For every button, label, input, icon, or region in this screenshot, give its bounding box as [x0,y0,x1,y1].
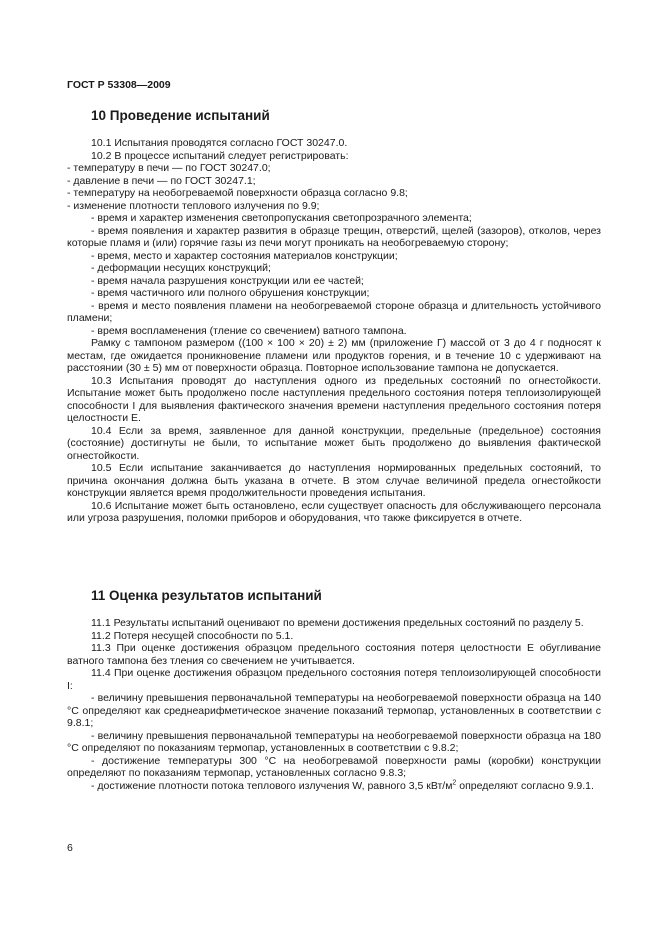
paragraph-text: - достижение плотности потока теплового излучения W, равного 3,5 кВт/м [91,779,453,792]
list-item: - величину превышения первоначальной температуры на необогреваемой поверхности образца на 180 °С определяют по показаниям термопар, установленных в соответствии с 9.8.2; [67,729,601,754]
page-number: 6 [67,842,73,854]
list-item: - достижение температуры 300 °С на необогревамой поверхности рамы (коробки) конструкции определяют по показаниям термопар, установленных согласно 9.8.3; [67,754,601,779]
paragraph: 10.3 Испытания проводят до наступления одного из предельных состояний по огнестойкости. Испытание может быть продолжено после наступления предельного состояния потеря теплоизолирующей способности I для выявления фактического значения времени наступления предельного состояния потеря целостности Е. [67,374,601,424]
list-item: - температуру на необогреваемой поверхности образца согласно 9.8; [67,187,408,199]
list-item: - время воспламенения (тление со свечением) ватного тампона. [91,324,407,337]
paragraph: 10.6 Испытание может быть остановлено, если существует опасность для обслуживающего персонала или угроза разрушения, поломки приборов и оборудования, что также фиксируется в отчете. [67,499,601,524]
paragraph: 11.1 Результаты испытаний оценивают по времени достижения предельных состояний по разделу 5. [91,617,584,629]
paragraph: 10.1 Испытания проводятся согласно ГОСТ 30247.0. [91,137,348,149]
list-item: - давление в печи — по ГОСТ 30247.1; [67,174,256,187]
list-item: - температуру в печи — по ГОСТ 30247.0; [67,162,271,174]
superscript: 2 [452,779,457,786]
paragraph: Рамку с тампоном размером ((100 × 100 × 20) ± 2) мм (приложение Г) массой от 3 до 4 г подносят к местам, где ожидается проникновение пламени или продуктов горения, и в течение 10 с удерживают на расстоянии (30 ± 5) мм от поверхности образца. Повторное использование тампона не допускается. [67,337,601,374]
paragraph: 10.5 Если испытание заканчивается до наступления нормированных предельных состояний, то причина окончания должна быть указана в отчете. В этом случае величиной предела огнестойкости конструкции является время продолжительности проведения испытания. [67,462,601,499]
paragraph: 11.2 Потеря несущей способности по 5.1. [91,629,294,642]
list-item: - деформации несущих конструкций; [91,262,271,274]
section-11-title: 11 Оценка результатов испытаний [91,588,322,603]
section-10-title: 10 Проведение испытаний [91,108,270,123]
list-item [67,780,601,793]
list-item: - время начала разрушения конструкции или ее частей; [91,274,364,287]
list-item: - время и место появления пламени на необогреваемой стороне образца и длительность устойчивого пламени; [67,299,601,324]
paragraph-text: определяют согласно 9.9.1. [456,779,594,792]
list-item: - время частичного или полного обрушения конструкции; [91,287,370,299]
paragraph: 11.3 При оценке достижения образцом предельного состояния потеря целостности Е обугливание ватного тампона без тления со свечением не учитывается. [67,642,601,667]
list-item: - величину превышения первоначальной температуры на необогреваемой поверхности образца на 140 °С определяют как среднеарифметическое значение показаний термопар, установленных в соответствии с 9.8.1; [67,692,601,729]
list-item: - изменение плотности теплового излучения по 9.9; [67,199,320,212]
section-10-body [67,137,601,525]
list-item: - время появления и характер развития в образце трещин, отверстий, щелей (зазоров), отколов, через которые пламя и (или) горячие газы из печи могут проникать на необогреваемую сторону; [67,224,601,249]
paragraph: 11.4 При оценке достижения образцом предельного состояния потеря теплоизолирующей способности I: [67,667,601,692]
paragraph: 10.4 Если за время, заявленное для данной конструкции, предельные (предельное) состояния (состояние) достигнуты не были, то испытание может быть продолжено до выявления фактической огнестойкости. [67,424,601,462]
document-code: ГОСТ Р 53308—2009 [67,79,171,91]
list-item: - время, место и характер состояния материалов конструкции; [91,249,398,262]
list-item: - время и характер изменения светопропускания светопрозрачного элемента; [91,212,472,224]
paragraph: 10.2 В процессе испытаний следует регистрировать: [91,149,349,162]
section-11-body [67,617,601,792]
